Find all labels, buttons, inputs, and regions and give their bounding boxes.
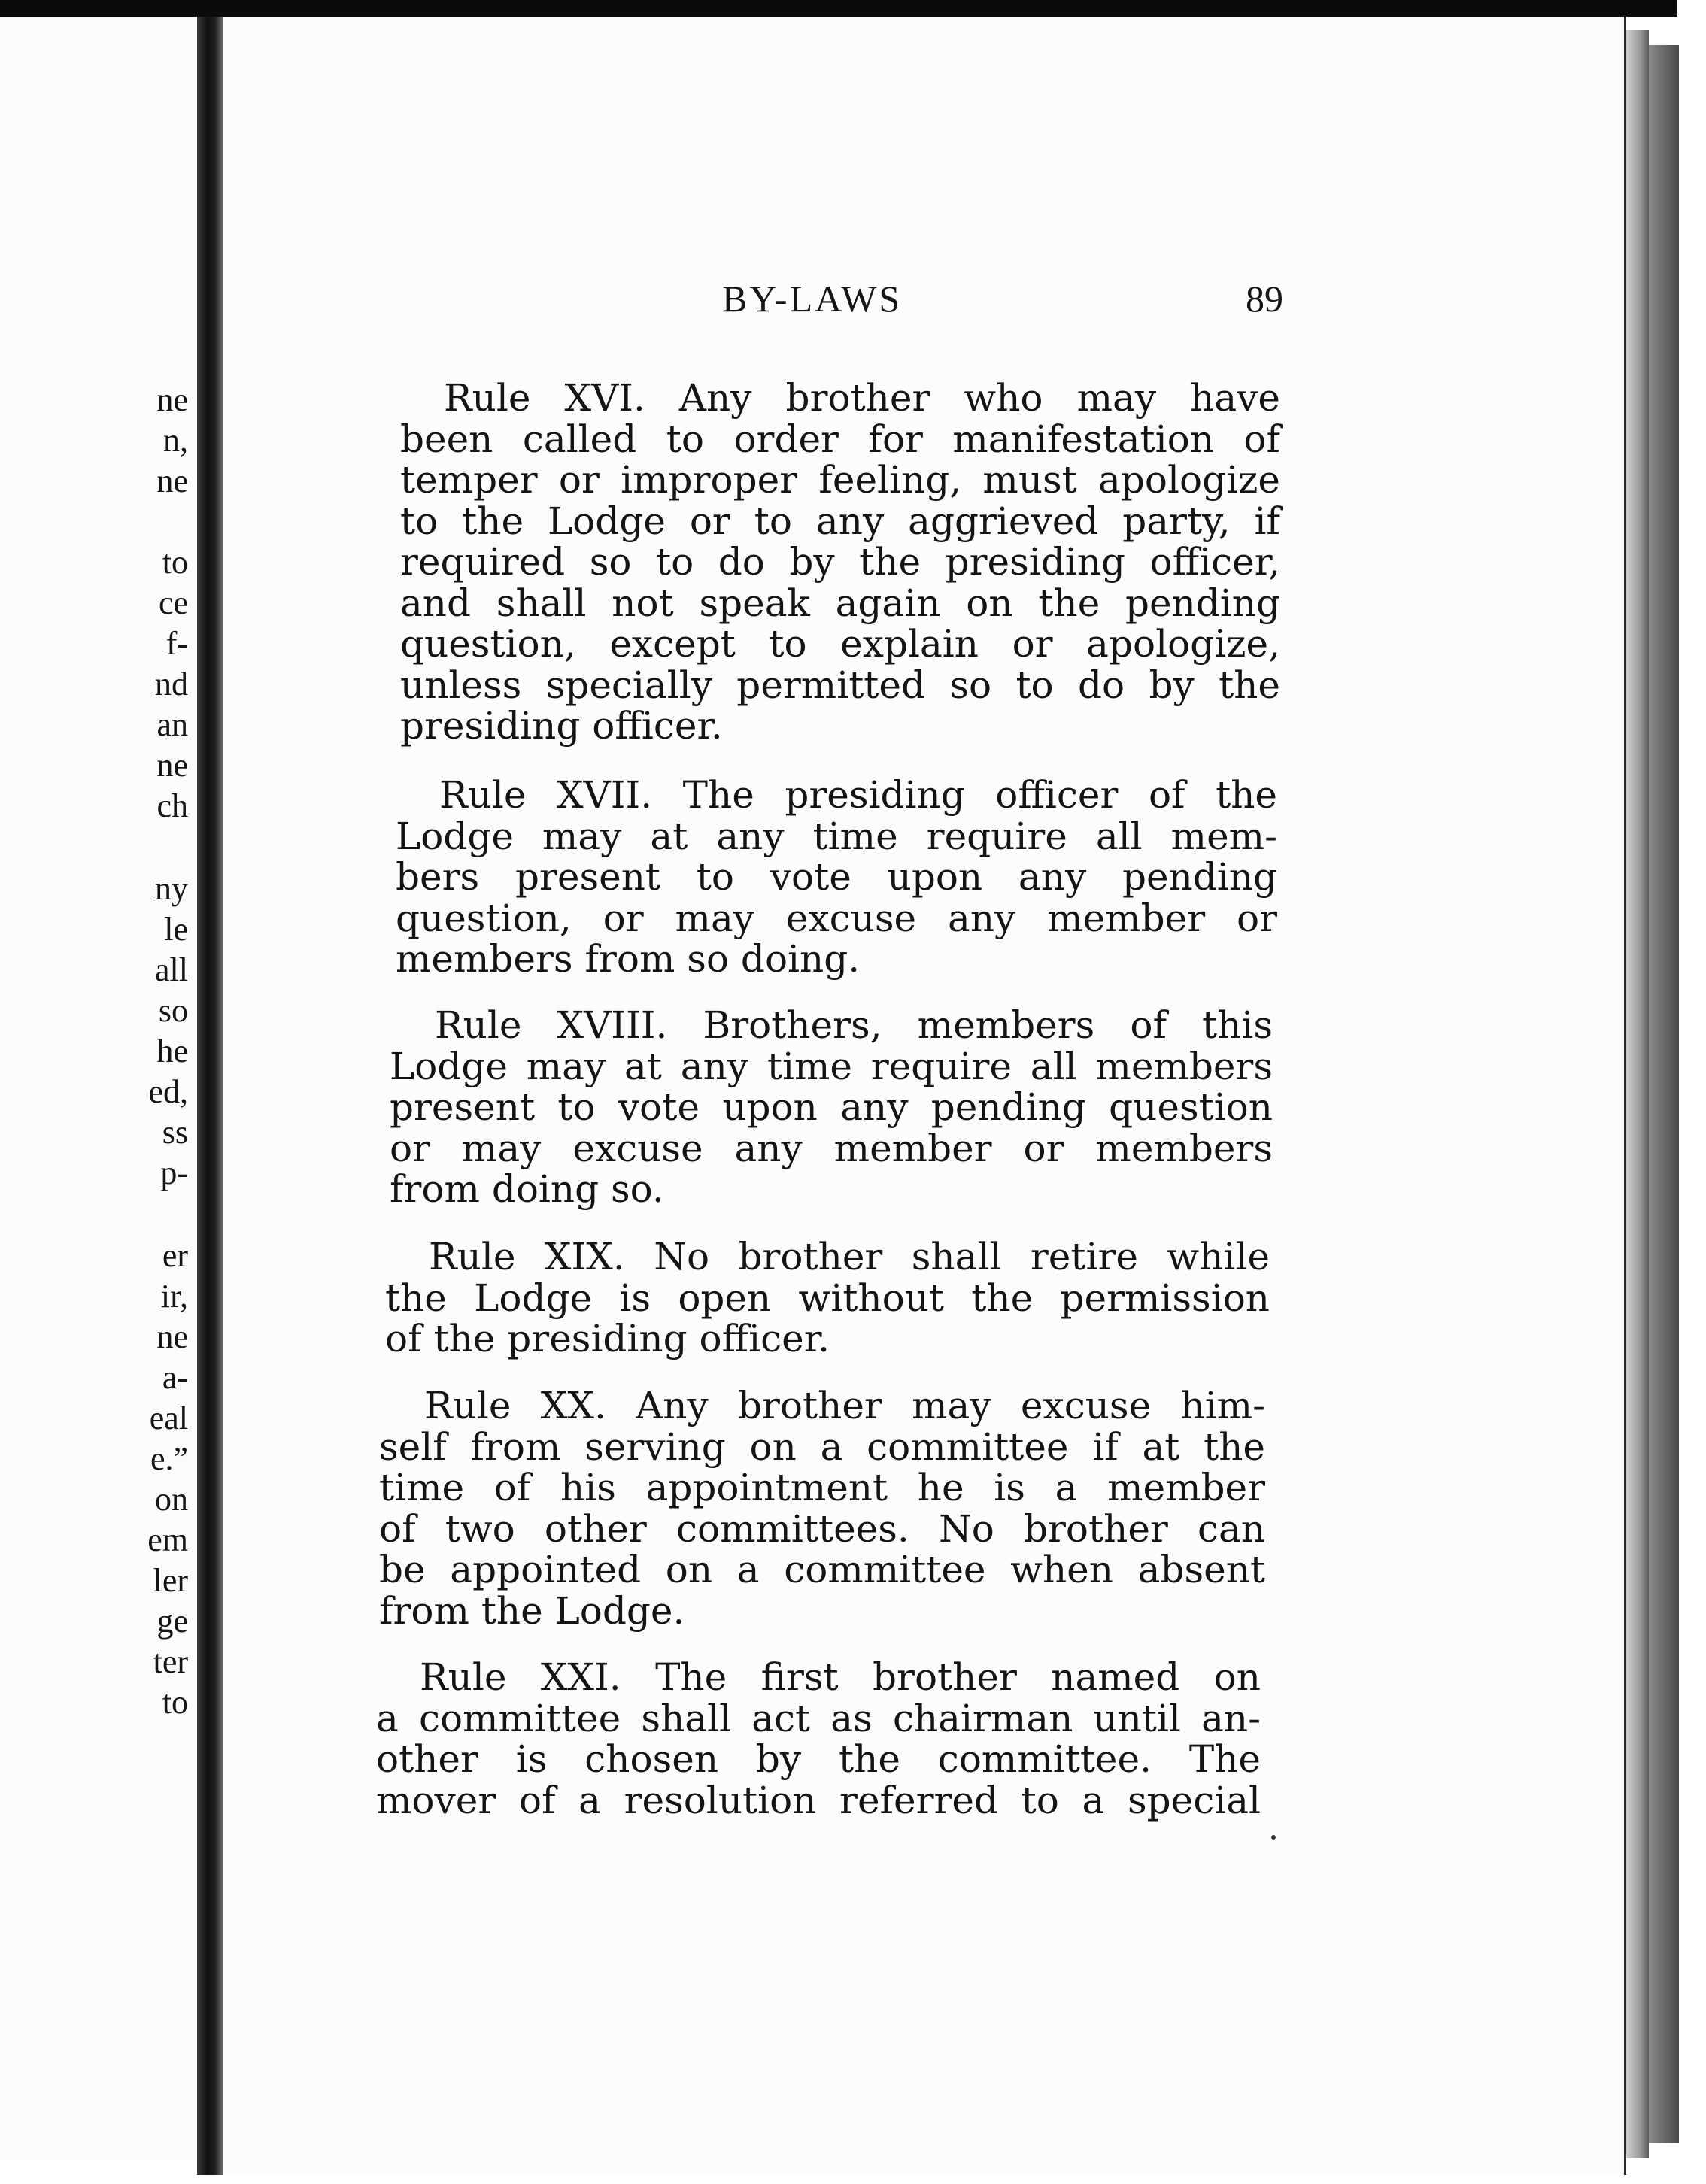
left-page-fragment: an [156,706,188,743]
rule-text-line: to the Lodge or to any aggrieved party, if [400,499,1280,543]
left-page-fragment: ny [155,870,188,907]
left-page-fragment: ter [153,1643,188,1680]
left-page-fragment: ne [156,747,188,784]
left-page-fragment: ge [156,1603,188,1640]
rule-text-line: the Lodge is open without the permission [385,1276,1270,1320]
rule-text-line: bers present to vote upon any pending [396,855,1277,899]
left-page-fragment: er [162,1237,188,1274]
left-page-fragment: eal [149,1400,188,1436]
left-page-fragment: f- [165,625,188,662]
left-page-fragment: ler [153,1562,188,1599]
rule-heading-line: Rule XXI. The first brother named on [420,1655,1261,1699]
left-page-fragment: ne [156,1318,188,1355]
left-page-fragment: ch [156,787,188,824]
left-page-fragment: em [147,1521,188,1558]
left-page-fragment: to [162,544,188,581]
rule-text-line: temper or improper feeling, must apologize [400,458,1280,502]
left-page-fragment: he [156,1033,188,1069]
running-head: BY-LAWS [722,278,903,320]
rule-text-line: from the Lodge. [379,1588,685,1633]
left-page-fragment: ss [162,1114,188,1151]
rule-text-line: Lodge may at any time require all members [390,1044,1273,1088]
page-number: 89 [1246,278,1283,320]
rule-text-line: of two other committees. No brother can [379,1506,1265,1551]
rule-text-line: from doing so. [390,1167,664,1211]
left-page-fragment: all [155,951,188,988]
left-page-fragment: p- [160,1154,188,1191]
rule-text-line: be appointed on a committee when absent [379,1548,1265,1591]
left-page-fragment: ne [156,463,188,499]
rule-text-line: question, except to explain or apologize, [400,622,1280,666]
rule-text-line: and shall not speak again on the pending [400,581,1280,625]
left-page-fragment: nd [155,666,188,702]
rule-text-line: or may excuse any member or members [390,1126,1273,1170]
left-page-fragment: a- [162,1359,188,1396]
left-page-fragment: ce [158,584,188,621]
rule-text-line: presiding officer. [400,704,723,748]
rule-text-line: question, or may excuse any member or [396,896,1277,940]
left-page-fragment: n, [163,422,188,459]
rule-text-line: time of his appointment he is a member [379,1466,1265,1509]
rule-text-line: members from so doing. [396,937,861,981]
rule-text-line: self from serving on a committee if at the [379,1424,1265,1469]
rule-text-line: required so to do by the presiding officer, [400,540,1280,584]
left-page-fragment: ir, [160,1278,188,1315]
rule-heading-line: Rule XVIII. Brothers, members of this [435,1003,1273,1047]
rule-text-line: mover of a resolution referred to a special [376,1778,1261,1822]
ink-speck [1271,1835,1276,1840]
left-page-fragment: on [155,1481,188,1518]
rule-text-line: Lodge may at any time require all mem- [396,814,1277,858]
rule-text-line: unless specially permitted so to do by the [400,663,1280,707]
rule-text-line: of the presiding officer. [385,1317,830,1360]
rule-heading-line: Rule XVII. The presiding officer of the [439,773,1277,817]
rule-text-line: been called to order for manifestation of [400,417,1280,461]
rule-text-line: a committee shall act as chairman until an- [376,1696,1261,1740]
left-page-fragment: ne [156,381,188,418]
rule-heading-line: Rule XX. Any brother may excuse him- [424,1384,1265,1427]
left-page-fragment: to [162,1684,188,1721]
rule-text-line: other is chosen by the committee. The [376,1737,1261,1781]
left-page-fragment: ed, [148,1073,188,1110]
rule-heading-line: Rule XIX. No brother shall retire while [429,1235,1270,1279]
rule-text-line: present to vote upon any pending question [390,1085,1273,1129]
left-page-fragment: le [164,911,188,948]
rule-heading-line: Rule XVI. Any brother who may have [444,376,1280,420]
left-page-fragment: e.” [150,1440,188,1477]
left-page-fragment: so [158,992,188,1029]
